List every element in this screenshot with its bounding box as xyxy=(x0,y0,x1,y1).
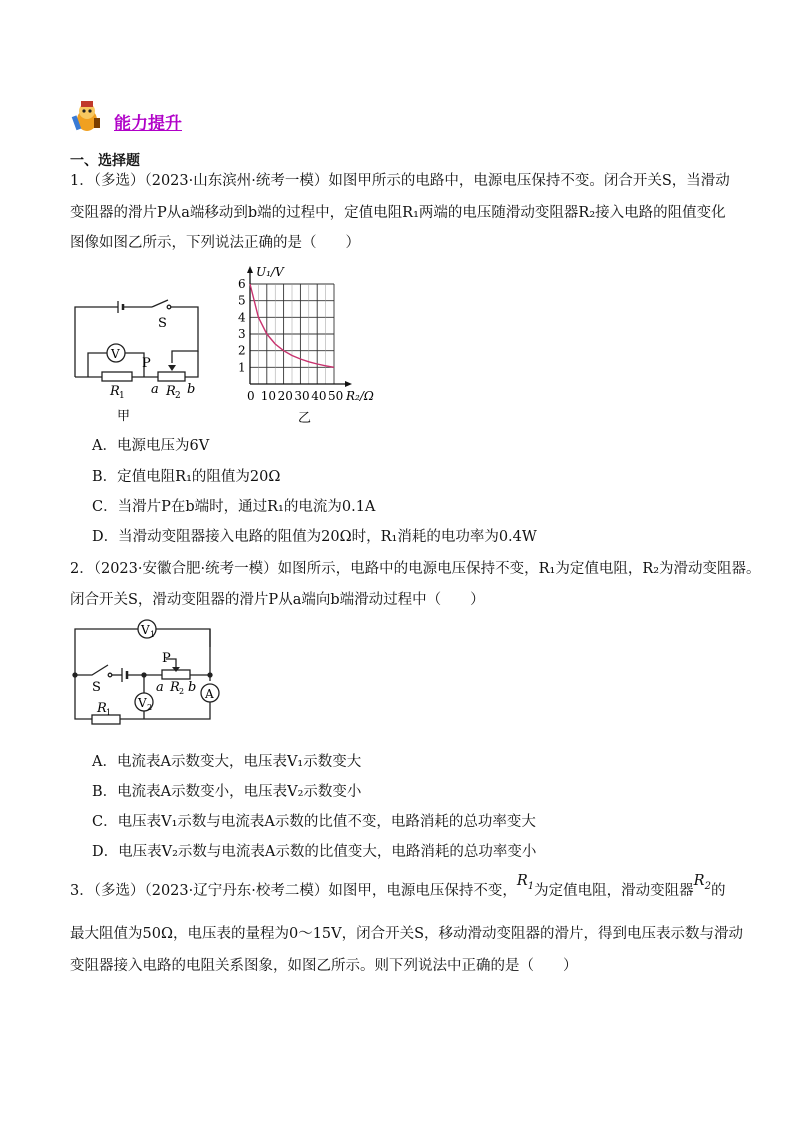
q2-line1: 2．（2023·安徽合肥·统考一模）如图所示，电路中的电源电压保持不变，R₁为定值电阻，R₂为滑动变阻器。 xyxy=(70,561,761,577)
q1-r1-label: R xyxy=(110,384,120,399)
q2-option-b[interactable]: B．电流表A示数变小，电压表V₂示数变小 xyxy=(92,784,362,800)
q1-voltmeter-label: V xyxy=(111,347,120,361)
y-tick-label: 3 xyxy=(238,327,246,341)
q1-option-c[interactable]: C．当滑片P在b端时，通过R₁的电流为0.1A xyxy=(92,499,376,515)
q1-fig-jia-caption: 甲 xyxy=(117,409,131,424)
q3-r2-symbol xyxy=(693,873,711,892)
q1-chart xyxy=(228,262,388,427)
q2-v1-label: V xyxy=(141,623,150,637)
q2-line2: 闭合开关S，滑动变阻器的滑片P从a端向b端滑动过程中（ ） xyxy=(70,592,485,608)
q1-switch-label: S xyxy=(158,316,167,331)
header-icon xyxy=(70,98,104,134)
q2-circuit-diagram xyxy=(70,615,230,730)
q3-line1-part3: 的 xyxy=(710,883,726,899)
q1-slider-label: P xyxy=(142,356,151,371)
q2-option-a[interactable]: A．电流表A示数变大，电压表V₁示数变大 xyxy=(92,754,362,770)
q2-v2-sub: 2 xyxy=(147,703,153,712)
chart-ylabel: U₁/V xyxy=(256,265,284,279)
q1-line2: 变阻器的滑片P从a端移动到b端的过程中，定值电阻R₁两端的电压随滑动变阻器R₂接入电路的阻值变化 xyxy=(70,205,726,221)
q1-r2-sub: 2 xyxy=(175,391,181,401)
q2-r2-label: R xyxy=(170,680,180,695)
q1-option-b[interactable]: B．定值电阻R₁的阻值为20Ω xyxy=(92,469,281,485)
y-tick-label: 6 xyxy=(238,277,246,291)
q3-line3: 变阻器接入电路的电阻关系图象，如图乙所示。则下列说法中正确的是（ ） xyxy=(70,958,578,974)
x-tick-label: 10 xyxy=(260,389,277,403)
q3-r1-symbol xyxy=(516,873,535,892)
q1-circuit-diagram xyxy=(70,295,210,425)
q1-option-a[interactable]: A．电源电压为6V xyxy=(92,438,210,454)
y-tick-label: 5 xyxy=(238,293,246,308)
q1-b-label: b xyxy=(187,382,196,397)
section-heading: 一、选择题 xyxy=(70,153,140,169)
q2-r1-label: R xyxy=(97,701,107,716)
y-tick-label: 1 xyxy=(238,360,246,375)
x-tick-label: 0 xyxy=(247,389,255,403)
y-axis-arrow xyxy=(247,266,253,273)
q1-r2-label: R xyxy=(166,384,176,399)
q2-b-label: b xyxy=(188,680,197,695)
x-tick-label: 30 xyxy=(294,389,310,403)
q2-a-label: a xyxy=(156,680,164,695)
q1-fig-yi-caption: 乙 xyxy=(298,411,312,426)
q2-switch-label: S xyxy=(92,680,101,695)
q2-v1-sub: 1 xyxy=(150,630,156,639)
q3-r1-letter: R xyxy=(516,873,528,889)
x-tick-label: 20 xyxy=(277,389,293,403)
q2-r2-sub: 2 xyxy=(179,687,185,696)
q3-line1 xyxy=(70,873,726,907)
chart-grid xyxy=(250,284,334,384)
q2-option-c[interactable]: C．电压表V₁示数与电流表A示数的比值不变，电路消耗的总功率变大 xyxy=(92,814,536,830)
page-title: 能力提升 xyxy=(114,114,182,134)
q2-v2-label: V xyxy=(138,696,147,710)
x-tick-label: 40 xyxy=(311,389,327,403)
q1-a-label: a xyxy=(151,382,159,397)
q3-r2-sub: 2 xyxy=(704,880,711,892)
q2-slider-label: P xyxy=(162,651,171,666)
q1-line3: 图像如图乙所示，下列说法正确的是（ ） xyxy=(70,235,360,251)
q3-line1-part2: 为定值电阻，滑动变阻器 xyxy=(534,883,694,899)
q2-r1-sub: 1 xyxy=(106,708,112,717)
q1-r1-sub: 1 xyxy=(119,391,125,401)
x-axis-arrow xyxy=(345,381,352,387)
q3-line1-part1: 3．（多选）（2023·辽宁丹东·校考二模）如图甲，电源电压保持不变， xyxy=(70,883,517,899)
chart-xlabel: R₂/Ω xyxy=(346,389,374,403)
q3-r1-sub: 1 xyxy=(527,880,535,892)
y-tick-label: 4 xyxy=(238,310,246,325)
q2-ammeter-label: A xyxy=(205,687,214,701)
q1-line1: 1．（多选）（2023·山东滨州·统考一模）如图甲所示的电路中，电源电压保持不变。闭合开关S，当滑动 xyxy=(70,173,730,189)
x-tick-label: 50 xyxy=(328,389,344,403)
q3-r2-letter: R xyxy=(693,873,705,889)
y-tick-label: 2 xyxy=(238,343,246,358)
q1-option-d[interactable]: D．当滑动变阻器接入电路的阻值为20Ω时，R₁消耗的电功率为0.4W xyxy=(92,529,537,545)
cartoon-pencil-mascot-icon xyxy=(70,98,104,134)
q3-line2: 最大阻值为50Ω，电压表的量程为0～15V，闭合开关S，移动滑动变阻器的滑片，得到电压表示数与滑动 xyxy=(70,926,744,942)
q2-option-d[interactable]: D．电压表V₂示数与电流表A示数的比值变大，电路消耗的总功率变小 xyxy=(92,844,537,860)
